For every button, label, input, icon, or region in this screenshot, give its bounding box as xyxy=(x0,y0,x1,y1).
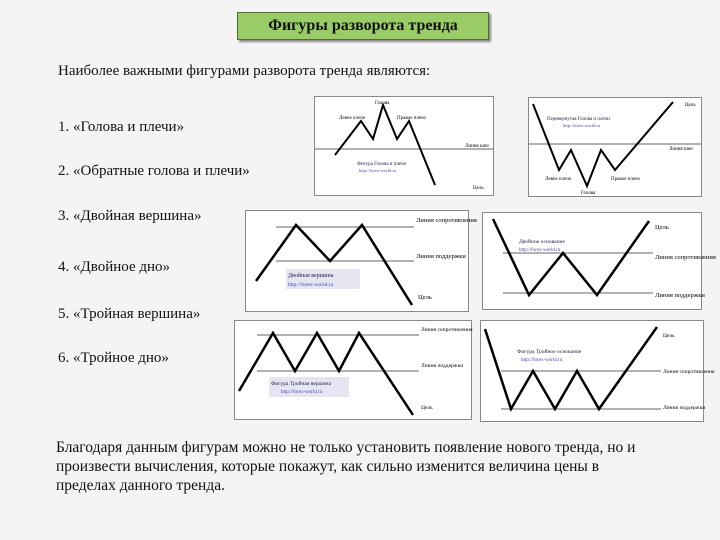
double-top-diagram xyxy=(245,210,477,312)
list-item: 6. «Тройное дно» xyxy=(58,350,169,366)
list-item: 5. «Тройная вершина» xyxy=(58,306,201,322)
conclusion-text: Благодаря данным фигурам можно не только установить появление нового тренда, но и произвести вычисления, которые покажут, как сильно изменится величина цены в пределах данного тренда. xyxy=(56,439,636,494)
right-shoulder-label: Правое плечо xyxy=(611,177,640,182)
target-label: Цель xyxy=(655,224,669,231)
resistance-label: Линия сопротивления xyxy=(421,327,473,333)
list-item: 2. «Обратные голова и плечи» xyxy=(58,163,250,179)
support-label: Линия поддержки xyxy=(655,292,705,299)
resistance-label: Линия сопротивления xyxy=(416,217,477,224)
left-shoulder-label: Левое плечо xyxy=(339,116,366,121)
left-shoulder-label: Левое плечо xyxy=(545,177,572,182)
caption: Фигура Тройное основание xyxy=(517,349,582,355)
neck-line-label: Линия шеи xyxy=(465,144,489,149)
neck-line-label: Линия шеи xyxy=(669,147,693,152)
support-label: Линия поддержки xyxy=(416,253,466,260)
caption: Фигура Тройная вершина xyxy=(271,381,332,387)
url: http://forex-world.ru xyxy=(521,358,563,363)
target-label: Цель xyxy=(473,186,484,191)
resistance-label: Линия сопротивления xyxy=(663,369,715,375)
double-bottom-diagram xyxy=(482,212,716,310)
target-label: Цель xyxy=(663,333,675,339)
caption: Двойное основание xyxy=(519,239,565,245)
triple-top-diagram xyxy=(234,320,472,420)
url: http://forex-world.ru xyxy=(359,168,397,173)
head-label: Голова xyxy=(375,101,390,106)
url: http://forex-world.ru xyxy=(281,390,323,395)
slide-title: Фигуры разворота тренда xyxy=(237,12,489,40)
support-label: Линия поддержки xyxy=(421,363,464,369)
support-label: Линия поддержки xyxy=(663,405,706,411)
url: http://forex-world.ru xyxy=(563,123,601,128)
target-label: Цель xyxy=(685,103,696,108)
resistance-label: Линия сопротивления xyxy=(655,254,716,261)
list-item: 3. «Двойная вершина» xyxy=(58,208,202,224)
caption: Двойная вершина xyxy=(288,273,334,279)
target-label: Цель xyxy=(421,405,433,411)
triple-bottom-diagram xyxy=(480,320,715,422)
intro-text: Наиболее важными фигурами разворота тренда являются: xyxy=(58,63,431,79)
list-item: 1. «Голова и плечи» xyxy=(58,119,185,135)
caption: Фигура Голова и плечи xyxy=(357,162,407,167)
inverse-head-shoulders-diagram xyxy=(528,97,702,197)
head-shoulders-diagram xyxy=(314,96,494,196)
head-label: Голова xyxy=(581,191,596,196)
caption: Перевернутая Голова и плечи xyxy=(547,117,610,122)
right-shoulder-label: Правое плечо xyxy=(397,116,426,121)
url: http://forex-world.ru xyxy=(519,248,561,253)
target-label: Цель xyxy=(418,294,432,301)
url: http://forex-world.ru xyxy=(288,282,334,288)
list-item: 4. «Двойное дно» xyxy=(58,259,171,275)
